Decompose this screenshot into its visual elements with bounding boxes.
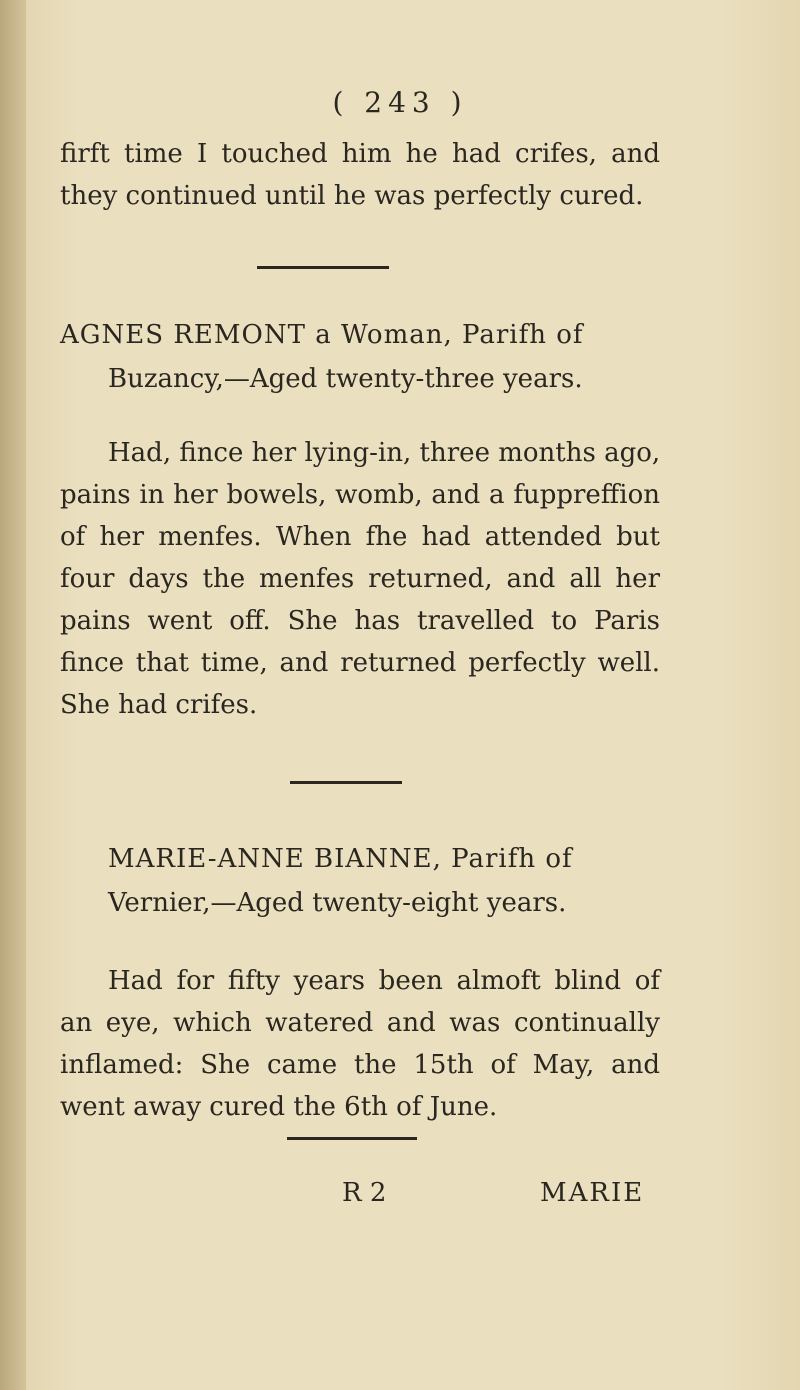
text-line: pains went off. She has travelled to Paris [60,606,660,636]
page-gutter-edge [0,0,26,1390]
text-line: went away cured the 6th of June. [60,1092,498,1122]
opening-paragraph [60,133,660,217]
section-divider [257,266,389,269]
entry-heading: MARIE-ANNE BIANNE, Parifh of [108,844,573,874]
entry-body [60,432,660,726]
section-divider [290,781,402,784]
section-divider [287,1137,417,1140]
text-line: Had, fince her lying-in, three months ago, [108,438,661,468]
text-line: inflamed: She came the 15th of May, and [60,1050,660,1080]
text-line: fince that time, and returned perfectly well. [60,648,660,678]
catchword: MARIE [540,1178,645,1208]
text-line: pains in her bowels, womb, and a fuppreffion [60,480,660,510]
text-line: four days the menfes returned, and all her [60,564,660,594]
entry-heading: AGNES REMONT a Woman, Parifh of [60,320,584,350]
text-line: an eye, which watered and was continually [60,1008,660,1038]
text-line: they continued until he was perfectly cured. [60,181,644,211]
text-line: Had for fifty years been almoft blind of [108,966,660,996]
page-number: ( 243 ) [332,86,468,119]
entry-subheading: Buzancy,—Aged twenty-three years. [108,364,583,394]
entry-subheading: Vernier,—Aged twenty-eight years. [108,888,567,918]
text-line: of her menfes. When fhe had attended but [60,522,660,552]
signature-mark: R 2 [342,1178,387,1208]
text-line: firft time I touched him he had crifes, and [60,139,660,169]
text-line: She had crifes. [60,690,258,720]
entry-body [60,960,660,1128]
